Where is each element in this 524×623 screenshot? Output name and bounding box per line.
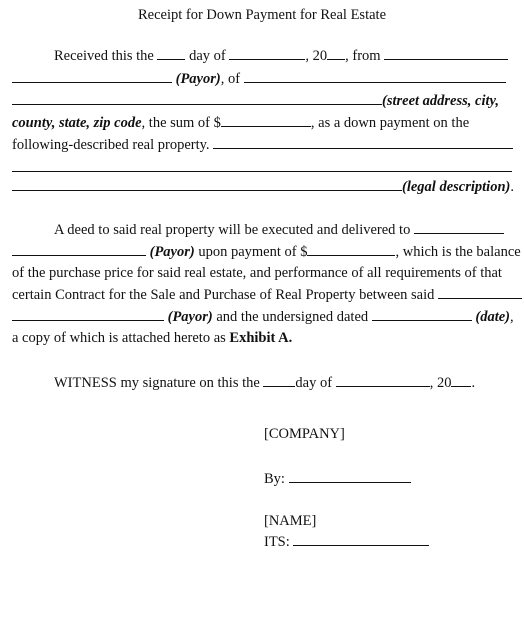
date-label: (date): [475, 309, 511, 325]
payor-name-blank: [12, 69, 172, 83]
sum-blank: [221, 113, 311, 127]
legal-description-label: (legal description): [402, 179, 511, 195]
payment-amount-blank: [307, 242, 395, 256]
by-signature-blank: [289, 469, 411, 483]
para1-line3: [12, 91, 499, 110]
payor-address-blank: [244, 69, 506, 83]
witness-month-blank: [336, 373, 430, 387]
deed-recipient-blank: [414, 220, 504, 234]
year-blank: [327, 46, 345, 60]
witness-day-blank: [263, 373, 295, 387]
witness-year-blank: [451, 373, 471, 387]
para1-line2: (Payor), of: [12, 69, 506, 88]
payor-label-3: (Payor): [167, 309, 213, 325]
property-blank-3: [12, 177, 402, 191]
street-address-label: (street address, city,: [382, 93, 500, 109]
document-title: Receipt for Down Payment for Real Estate: [137, 7, 387, 23]
exhibit-label: Exhibit A.: [229, 330, 293, 346]
para1-line1: Received this the day of , 20 , from: [54, 46, 508, 65]
witness-line: WITNESS my signature on this the day of , 20 .: [54, 375, 476, 391]
para1-line7: (legal description).: [12, 177, 514, 196]
payor-name-blank-3: [12, 307, 164, 321]
payor-label: (Payor): [175, 71, 221, 87]
property-blank-1: [213, 135, 513, 149]
para1-line6: [12, 158, 512, 177]
para2-line1: A deed to said real property will be executed and delivered to: [54, 220, 504, 239]
para2-line2: (Payor) upon payment of $ , which is the balance: [12, 242, 521, 261]
its-line: ITS:: [264, 532, 429, 551]
street-address-blank: [12, 91, 382, 105]
month-blank: [229, 46, 305, 60]
para2-line4: certain Contract for the Sale and Purchase of Real Property between said: [12, 285, 522, 304]
property-blank-2: [12, 158, 512, 172]
contract-party-blank: [438, 285, 522, 299]
para2-line6: a copy of which is attached hereto as Exhibit A.: [12, 330, 293, 346]
para2-line3: of the purchase price for said real estate, and performance of all requirements of that: [12, 265, 502, 281]
contract-date-blank: [372, 307, 472, 321]
company-placeholder: [COMPANY]: [264, 426, 345, 442]
payor-label-2: (Payor): [149, 244, 195, 260]
para1-line5: following-described real property.: [12, 135, 513, 154]
county-state-zip-label: county, state, zip code: [12, 115, 142, 131]
day-blank: [157, 46, 185, 60]
by-line: By:: [264, 469, 411, 488]
payor-name-blank-2: [12, 242, 146, 256]
para2-line5: (Payor) and the undersigned dated (date),: [12, 307, 514, 326]
para1-line4: county, state, zip code, the sum of $ , as a down payment on the: [12, 115, 470, 131]
from-blank: [384, 46, 508, 60]
name-placeholder: [NAME]: [264, 513, 317, 529]
its-title-blank: [293, 532, 429, 546]
